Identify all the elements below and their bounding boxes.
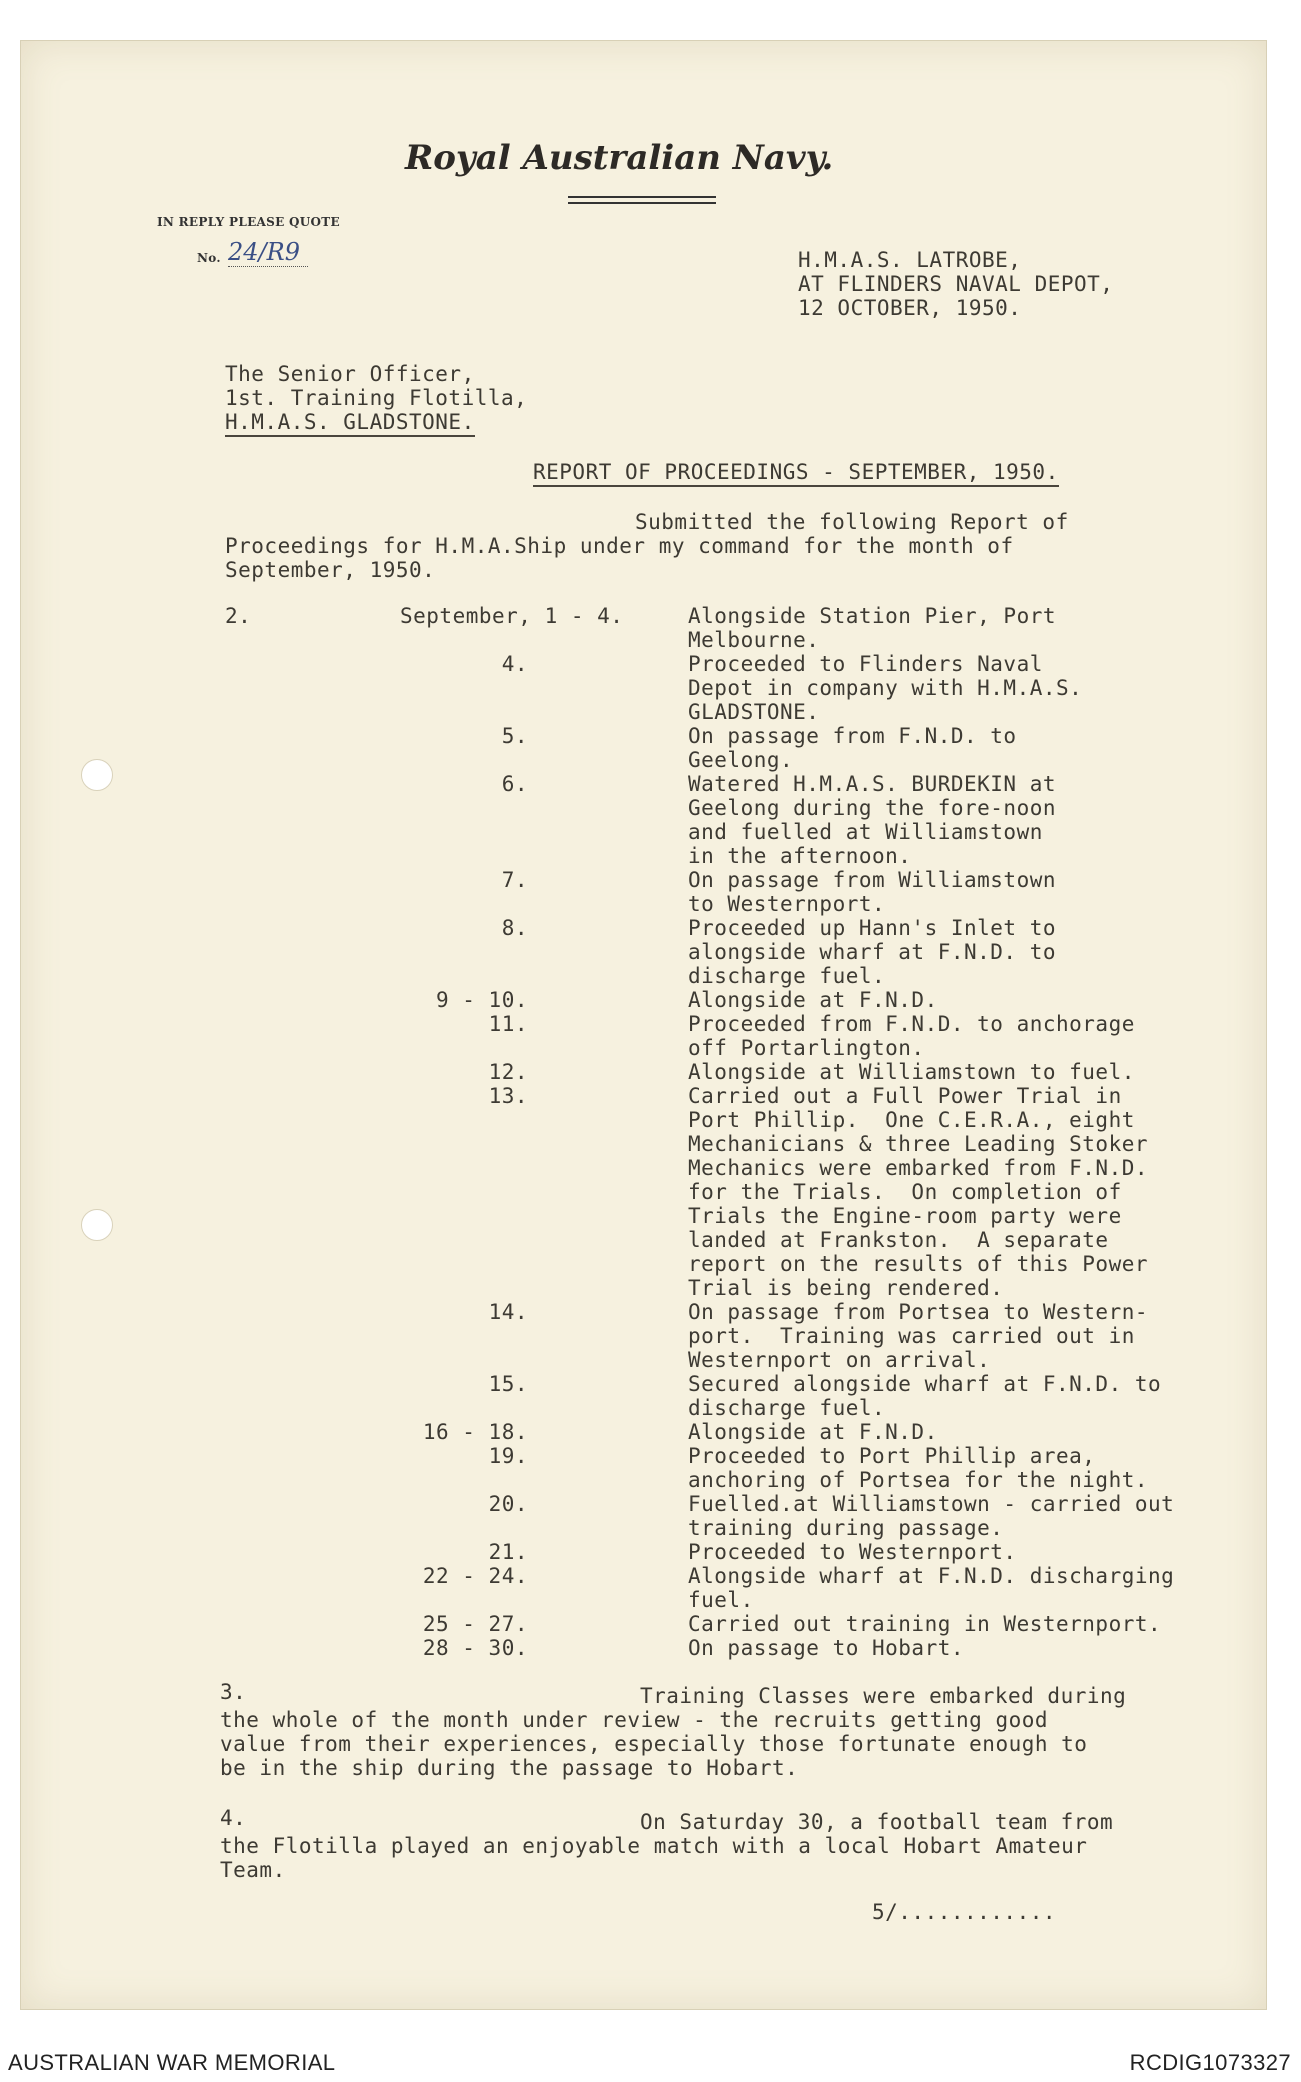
letterhead-rule-top <box>568 196 716 198</box>
entry-text-line: and fuelled at Williamstown <box>688 820 1043 844</box>
para3-line: Training Classes were embarked during <box>640 1684 1127 1708</box>
reply-quote-label: IN REPLY PLEASE QUOTE <box>157 215 340 229</box>
entry-date: 8. <box>501 916 528 940</box>
entry-date: 6. <box>501 772 528 796</box>
entry-text-line: Depot in company with H.M.A.S. <box>688 676 1083 700</box>
entry-text-line: Alongside at F.N.D. <box>688 988 938 1012</box>
entry-text-line: Alongside wharf at F.N.D. discharging <box>688 1564 1175 1588</box>
entry-date: 13. <box>488 1084 528 1108</box>
entry-text-line: Port Phillip. One C.E.R.A., eight <box>688 1108 1135 1132</box>
proceedings-entry <box>501 652 1174 724</box>
entry-text-line: Carried out a Full Power Trial in <box>688 1084 1122 1108</box>
paragraph-number-3: 3. <box>220 1680 247 1704</box>
proceedings-entry <box>422 1612 1174 1636</box>
reply-reference-number: 24/R9 <box>228 238 308 267</box>
para3-line: be in the ship during the passage to Hobart. <box>220 1756 799 1780</box>
entry-text-line: Trials the Engine-room party were <box>688 1204 1122 1228</box>
entry-text-line: alongside wharf at F.N.D. to <box>688 940 1057 964</box>
entry-text-line: discharge fuel. <box>688 1396 886 1420</box>
footer-archive-name: AUSTRALIAN WAR MEMORIAL <box>8 2050 336 2075</box>
recipient-line: The Senior Officer, <box>225 362 475 386</box>
entry-date: 21. <box>488 1540 528 1564</box>
letterhead-title: Royal Australian Navy. <box>405 138 834 178</box>
entry-text-line: training during passage. <box>688 1516 1004 1540</box>
proceedings-entry <box>488 1444 1174 1492</box>
proceedings-entry <box>488 1540 1174 1564</box>
footer-record-id: RCDIG1073327 <box>1129 2050 1291 2075</box>
entry-text-line: anchoring of Portsea for the night. <box>688 1468 1149 1492</box>
intro-paragraph <box>225 510 1069 582</box>
entry-text-line: Alongside Station Pier, Port <box>688 604 1057 628</box>
entry-text-line: Proceeded up Hann's Inlet to <box>688 916 1057 940</box>
entry-text-line: Westernport on arrival. <box>688 1348 991 1372</box>
entry-text-line: On passage from F.N.D. to <box>688 724 1017 748</box>
entry-text-line: Geelong during the fore-noon <box>688 796 1057 820</box>
entry-text-line: in the afternoon. <box>688 844 912 868</box>
entry-date: 20. <box>488 1492 528 1516</box>
proceedings-entry <box>501 916 1174 988</box>
entry-text-line: Carried out training in Westernport. <box>688 1612 1162 1636</box>
paragraph-4 <box>220 1806 1114 1882</box>
proceedings-entry <box>540 604 1174 652</box>
intro-line: September, 1950. <box>225 558 436 582</box>
entry-text-line: Proceeded to Westernport. <box>688 1540 1017 1564</box>
address-line: H.M.A.S. LATROBE, <box>798 248 1022 272</box>
proceedings-entry <box>435 988 1174 1012</box>
reply-no-label: No. <box>197 251 221 265</box>
proceedings-entry <box>501 772 1174 868</box>
entry-text-line: GLADSTONE. <box>688 700 820 724</box>
continuation-marker: 5/............ <box>872 1900 1057 1924</box>
para4-line: Team. <box>220 1858 286 1882</box>
proceedings-entry <box>501 868 1174 916</box>
recipient-ship: H.M.A.S. GLADSTONE. <box>225 410 475 437</box>
entry-text-line: for the Trials. On completion of <box>688 1180 1122 1204</box>
entry-date: 5. <box>501 724 528 748</box>
entry-text-line: Trial is being rendered. <box>688 1276 1004 1300</box>
para3-line: value from their experiences, especially those fortunate enough to <box>220 1732 1088 1756</box>
entry-date: 19. <box>488 1444 528 1468</box>
entry-text-line: Mechanics were embarked from F.N.D. <box>688 1156 1149 1180</box>
entry-text-line: discharge fuel. <box>688 964 886 988</box>
para3-line: the whole of the month under review - the recruits getting good <box>220 1708 1049 1732</box>
month-label: September, 1 - 4. <box>400 604 624 628</box>
sender-address <box>798 248 1113 320</box>
proceedings-entry <box>488 1012 1174 1060</box>
proceedings-entry <box>488 1492 1175 1540</box>
entry-text-line: Proceeded to Port Phillip area, <box>688 1444 1096 1468</box>
intro-line: Submitted the following Report of <box>635 510 1069 534</box>
entry-text-line: On passage from Portsea to Western- <box>688 1300 1149 1324</box>
proceedings-entry <box>501 724 1174 772</box>
entry-text-line: fuel. <box>688 1588 754 1612</box>
para4-line: On Saturday 30, a football team from <box>640 1810 1114 1834</box>
proceedings-entry <box>488 1060 1174 1084</box>
punch-hole-bottom <box>81 1209 113 1241</box>
address-line: 12 OCTOBER, 1950. <box>798 296 1022 320</box>
proceedings-entry <box>488 1300 1174 1372</box>
entry-text-line: Geelong. <box>688 748 794 772</box>
entry-date: 4. <box>501 652 528 676</box>
entry-date: 28 - 30. <box>422 1636 528 1660</box>
entry-text-line: Alongside at Williamstown to fuel. <box>688 1060 1135 1084</box>
letterhead-rule-bottom <box>568 202 716 204</box>
recipient-block <box>225 362 527 434</box>
entry-text-line: Melbourne. <box>688 628 820 652</box>
entry-text-line: port. Training was carried out in <box>688 1324 1135 1348</box>
paragraph-3 <box>220 1680 1127 1780</box>
entry-date: 7. <box>501 868 528 892</box>
entry-text-line: Proceeded from F.N.D. to anchorage <box>688 1012 1135 1036</box>
paragraph-number-4: 4. <box>220 1806 247 1830</box>
entry-text-line: On passage to Hobart. <box>688 1636 965 1660</box>
entry-date: 11. <box>488 1012 528 1036</box>
entry-text-line: Secured alongside wharf at F.N.D. to <box>688 1372 1162 1396</box>
report-heading: REPORT OF PROCEEDINGS - SEPTEMBER, 1950. <box>533 460 1059 487</box>
entry-date: 15. <box>488 1372 528 1396</box>
entry-date: 12. <box>488 1060 528 1084</box>
entry-date: 9 - 10. <box>435 988 528 1012</box>
entry-text-line: report on the results of this Power <box>688 1252 1149 1276</box>
entry-text-line: Mechanicians & three Leading Stoker <box>688 1132 1149 1156</box>
entry-text-line: off Portarlington. <box>688 1036 925 1060</box>
entry-text-line: landed at Frankston. A separate <box>688 1228 1109 1252</box>
entry-date: 14. <box>488 1300 528 1324</box>
proceedings-entry <box>422 1636 1174 1660</box>
entry-text-line: Alongside at F.N.D. <box>688 1420 938 1444</box>
para4-line: the Flotilla played an enjoyable match with a local Hobart Amateur <box>220 1834 1088 1858</box>
punch-hole-top <box>81 759 113 791</box>
paragraph-number-2: 2. <box>225 604 252 628</box>
entry-text-line: Proceeded to Flinders Naval <box>688 652 1043 676</box>
recipient-line: 1st. Training Flotilla, <box>225 386 528 410</box>
proceedings-entry <box>488 1084 1174 1300</box>
entry-text-line: Fuelled.at Williamstown - carried out <box>688 1492 1175 1516</box>
entry-date: 25 - 27. <box>422 1612 528 1636</box>
entry-text-line: Watered H.M.A.S. BURDEKIN at <box>688 772 1057 796</box>
proceedings-entry <box>422 1564 1175 1612</box>
entry-text-line: On passage from Williamstown <box>688 868 1057 892</box>
proceedings-entry <box>488 1372 1174 1420</box>
entry-text-line: to Westernport. <box>688 892 886 916</box>
intro-line: Proceedings for H.M.A.Ship under my command for the month of <box>225 534 1014 558</box>
entry-date: 22 - 24. <box>422 1564 528 1588</box>
proceedings-entry <box>422 1420 1174 1444</box>
entry-date: 16 - 18. <box>422 1420 528 1444</box>
address-line: AT FLINDERS NAVAL DEPOT, <box>798 272 1114 296</box>
